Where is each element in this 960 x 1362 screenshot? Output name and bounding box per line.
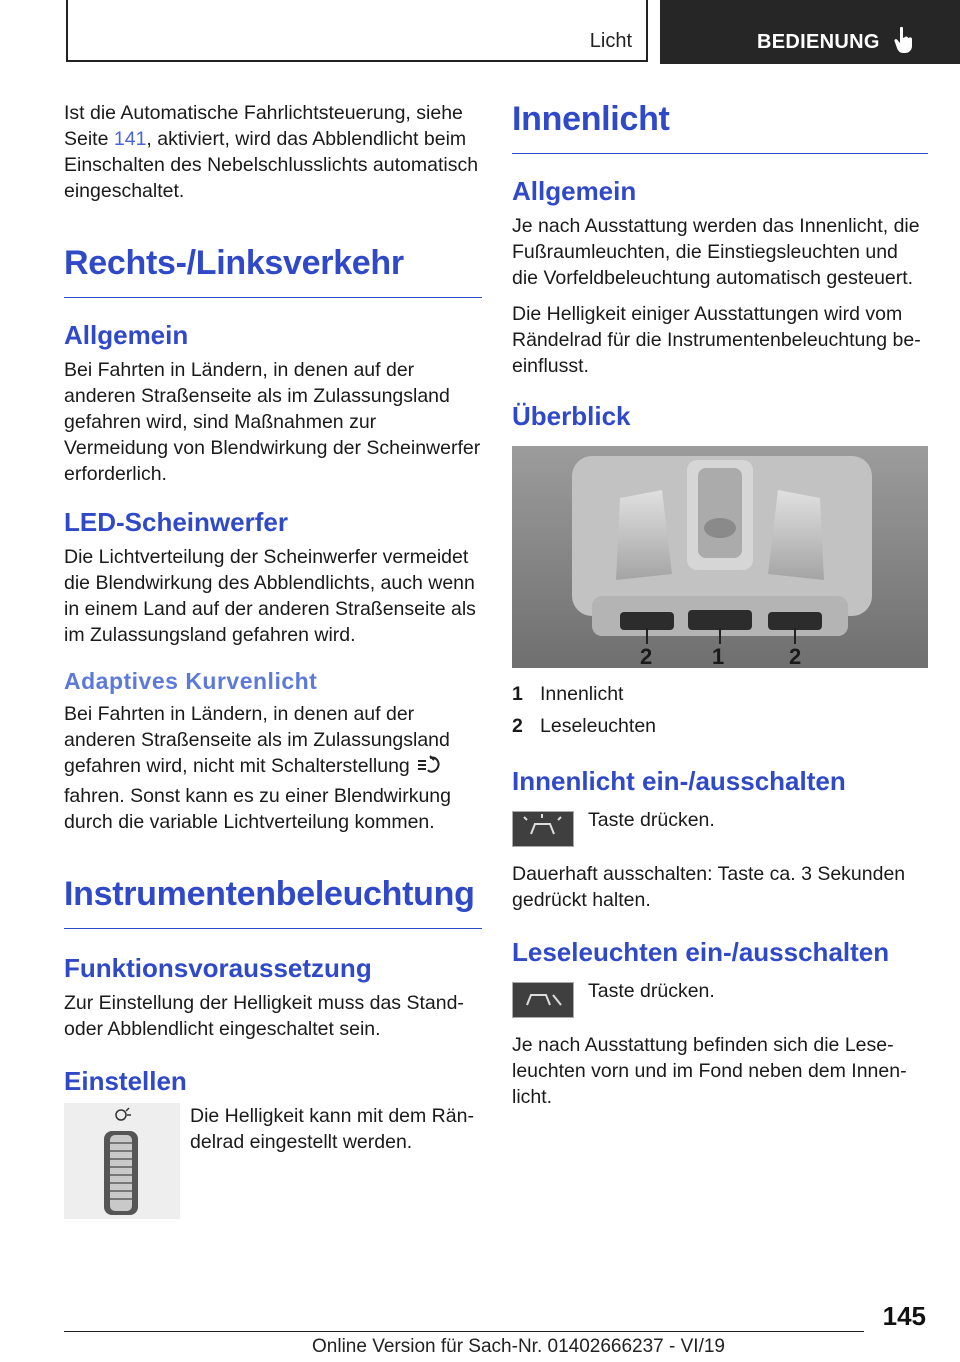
interior-step-text: Taste drücken.: [588, 809, 715, 831]
reading-switch-heading: Leseleuchten ein-/ausschalten: [512, 937, 890, 967]
intro-text-start: Ist die Automatische Fahrlichtsteuerung, siehe Seite: [64, 102, 463, 150]
instrument-set-text: Die Helligkeit kann mit dem Rän- delrad eingestellt werden.: [190, 1105, 474, 1153]
legend-number: 2: [512, 715, 523, 737]
legend-text: Leseleuchten: [540, 715, 657, 737]
adaptive-text-before: Bei Fahrten in Ländern, in denen auf der anderen Straßenseite als im Zulassungsland gefahren wird, nicht mit Schalterstellung: [64, 703, 450, 777]
figure-label-right: 2: [789, 644, 802, 668]
overhead-console-photo: [512, 446, 928, 668]
overview-figure: [512, 446, 928, 668]
figure-label-center: 1: [712, 644, 725, 668]
header-chapter-title: BEDIENUNG: [757, 31, 880, 53]
legend-item: [512, 678, 928, 710]
legend-item: [512, 710, 928, 742]
led-text: Die Lichtverteilung der Scheinwerfer vermeidet die Blendwirkung des Abblendlichts, auch wenn in einem Land auf der anderen Straßenseite als im Zulassungsland gefahren wird.: [64, 546, 476, 646]
interior-step-row: [512, 807, 928, 847]
adaptive-heading: Adaptives Kurvenlicht: [64, 668, 318, 694]
interior-general-text-2: Die Helligkeit einiger Ausstattungen wird vom Rändelrad für die Instrumentenbeleuchtung be- einflusst.: [512, 303, 921, 377]
page-number: 145: [882, 1301, 926, 1331]
auto-headlight-icon: [416, 754, 442, 783]
adaptive-text-after: fahren. Sonst kann es zu einer Blendwirkung durch die variable Lichtverteilung kommen.: [64, 785, 451, 833]
interior-general-text-1: Je nach Ausstattung werden das Innenlicht, die Fußraumleuchten, die Einstiegsleuchten und die Vorfeldbeleuchtung automatisch gesteuert.: [512, 215, 920, 289]
traffic-title: Rechts-/Linksverkehr: [64, 244, 482, 298]
pointing-hand-icon: [893, 26, 915, 54]
instrument-req-heading: Funktionsvoraussetzung: [64, 953, 372, 983]
header-section-title: Licht: [589, 30, 632, 52]
dial-row: [64, 1103, 482, 1219]
instrument-title: Instrumentenbeleuchtung: [64, 875, 482, 929]
reading-note: Je nach Ausstattung befinden sich die Lese- leuchten vorn und im Fond neben dem Innen- licht.: [512, 1034, 907, 1108]
legend-list: [512, 678, 928, 742]
footer-divider: [64, 1331, 864, 1332]
figure-label-left: 2: [640, 644, 653, 668]
left-column: [64, 100, 482, 1219]
thumbwheel-icon: [64, 1103, 180, 1219]
instrument-req-text: Zur Einstellung der Helligkeit muss das Stand- oder Abblendlicht eingeschaltet sein.: [64, 992, 464, 1040]
traffic-general-heading: Allgemein: [64, 320, 189, 350]
intro-paragraph: [64, 100, 482, 204]
page-reference-link[interactable]: 141: [113, 128, 147, 150]
adaptive-text: [64, 701, 482, 835]
header-chapter-box: [660, 0, 960, 64]
interior-light-button-icon: [512, 811, 574, 847]
header-section-box: [66, 0, 648, 62]
interior-general-heading: Allgemein: [512, 176, 637, 206]
right-column: [512, 100, 928, 1120]
overview-heading: Überblick: [512, 401, 631, 431]
interior-note: Dauerhaft ausschalten: Taste ca. 3 Sekunden gedrückt halten.: [512, 863, 906, 911]
footer-online-version: Online Version für Sach-Nr. 01402666237 - VI/19: [312, 1336, 725, 1357]
intro-text-end: , aktiviert, wird das Abblendlicht beim Einschalten des Nebelschlusslichts automatisch eingeschaltet.: [64, 128, 479, 202]
reading-light-button-icon: [512, 982, 574, 1018]
legend-number: 1: [512, 683, 523, 705]
interior-title: Innenlicht: [512, 100, 928, 154]
led-heading: LED-Scheinwerfer: [64, 507, 288, 537]
traffic-general-text: Bei Fahrten in Ländern, in denen auf der anderen Straßenseite als im Zulassungsland gefahren wird, sind Maßnahmen zur Vermeidung von Blendwirkung der Scheinwerfer erforderlich.: [64, 359, 481, 485]
legend-text: Innenlicht: [540, 683, 624, 705]
reading-step-text: Taste drücken.: [588, 980, 715, 1002]
interior-switch-heading: Innenlicht ein-/ausschalten: [512, 766, 846, 796]
instrument-set-heading: Einstellen: [64, 1066, 187, 1096]
reading-step-row: [512, 978, 928, 1018]
